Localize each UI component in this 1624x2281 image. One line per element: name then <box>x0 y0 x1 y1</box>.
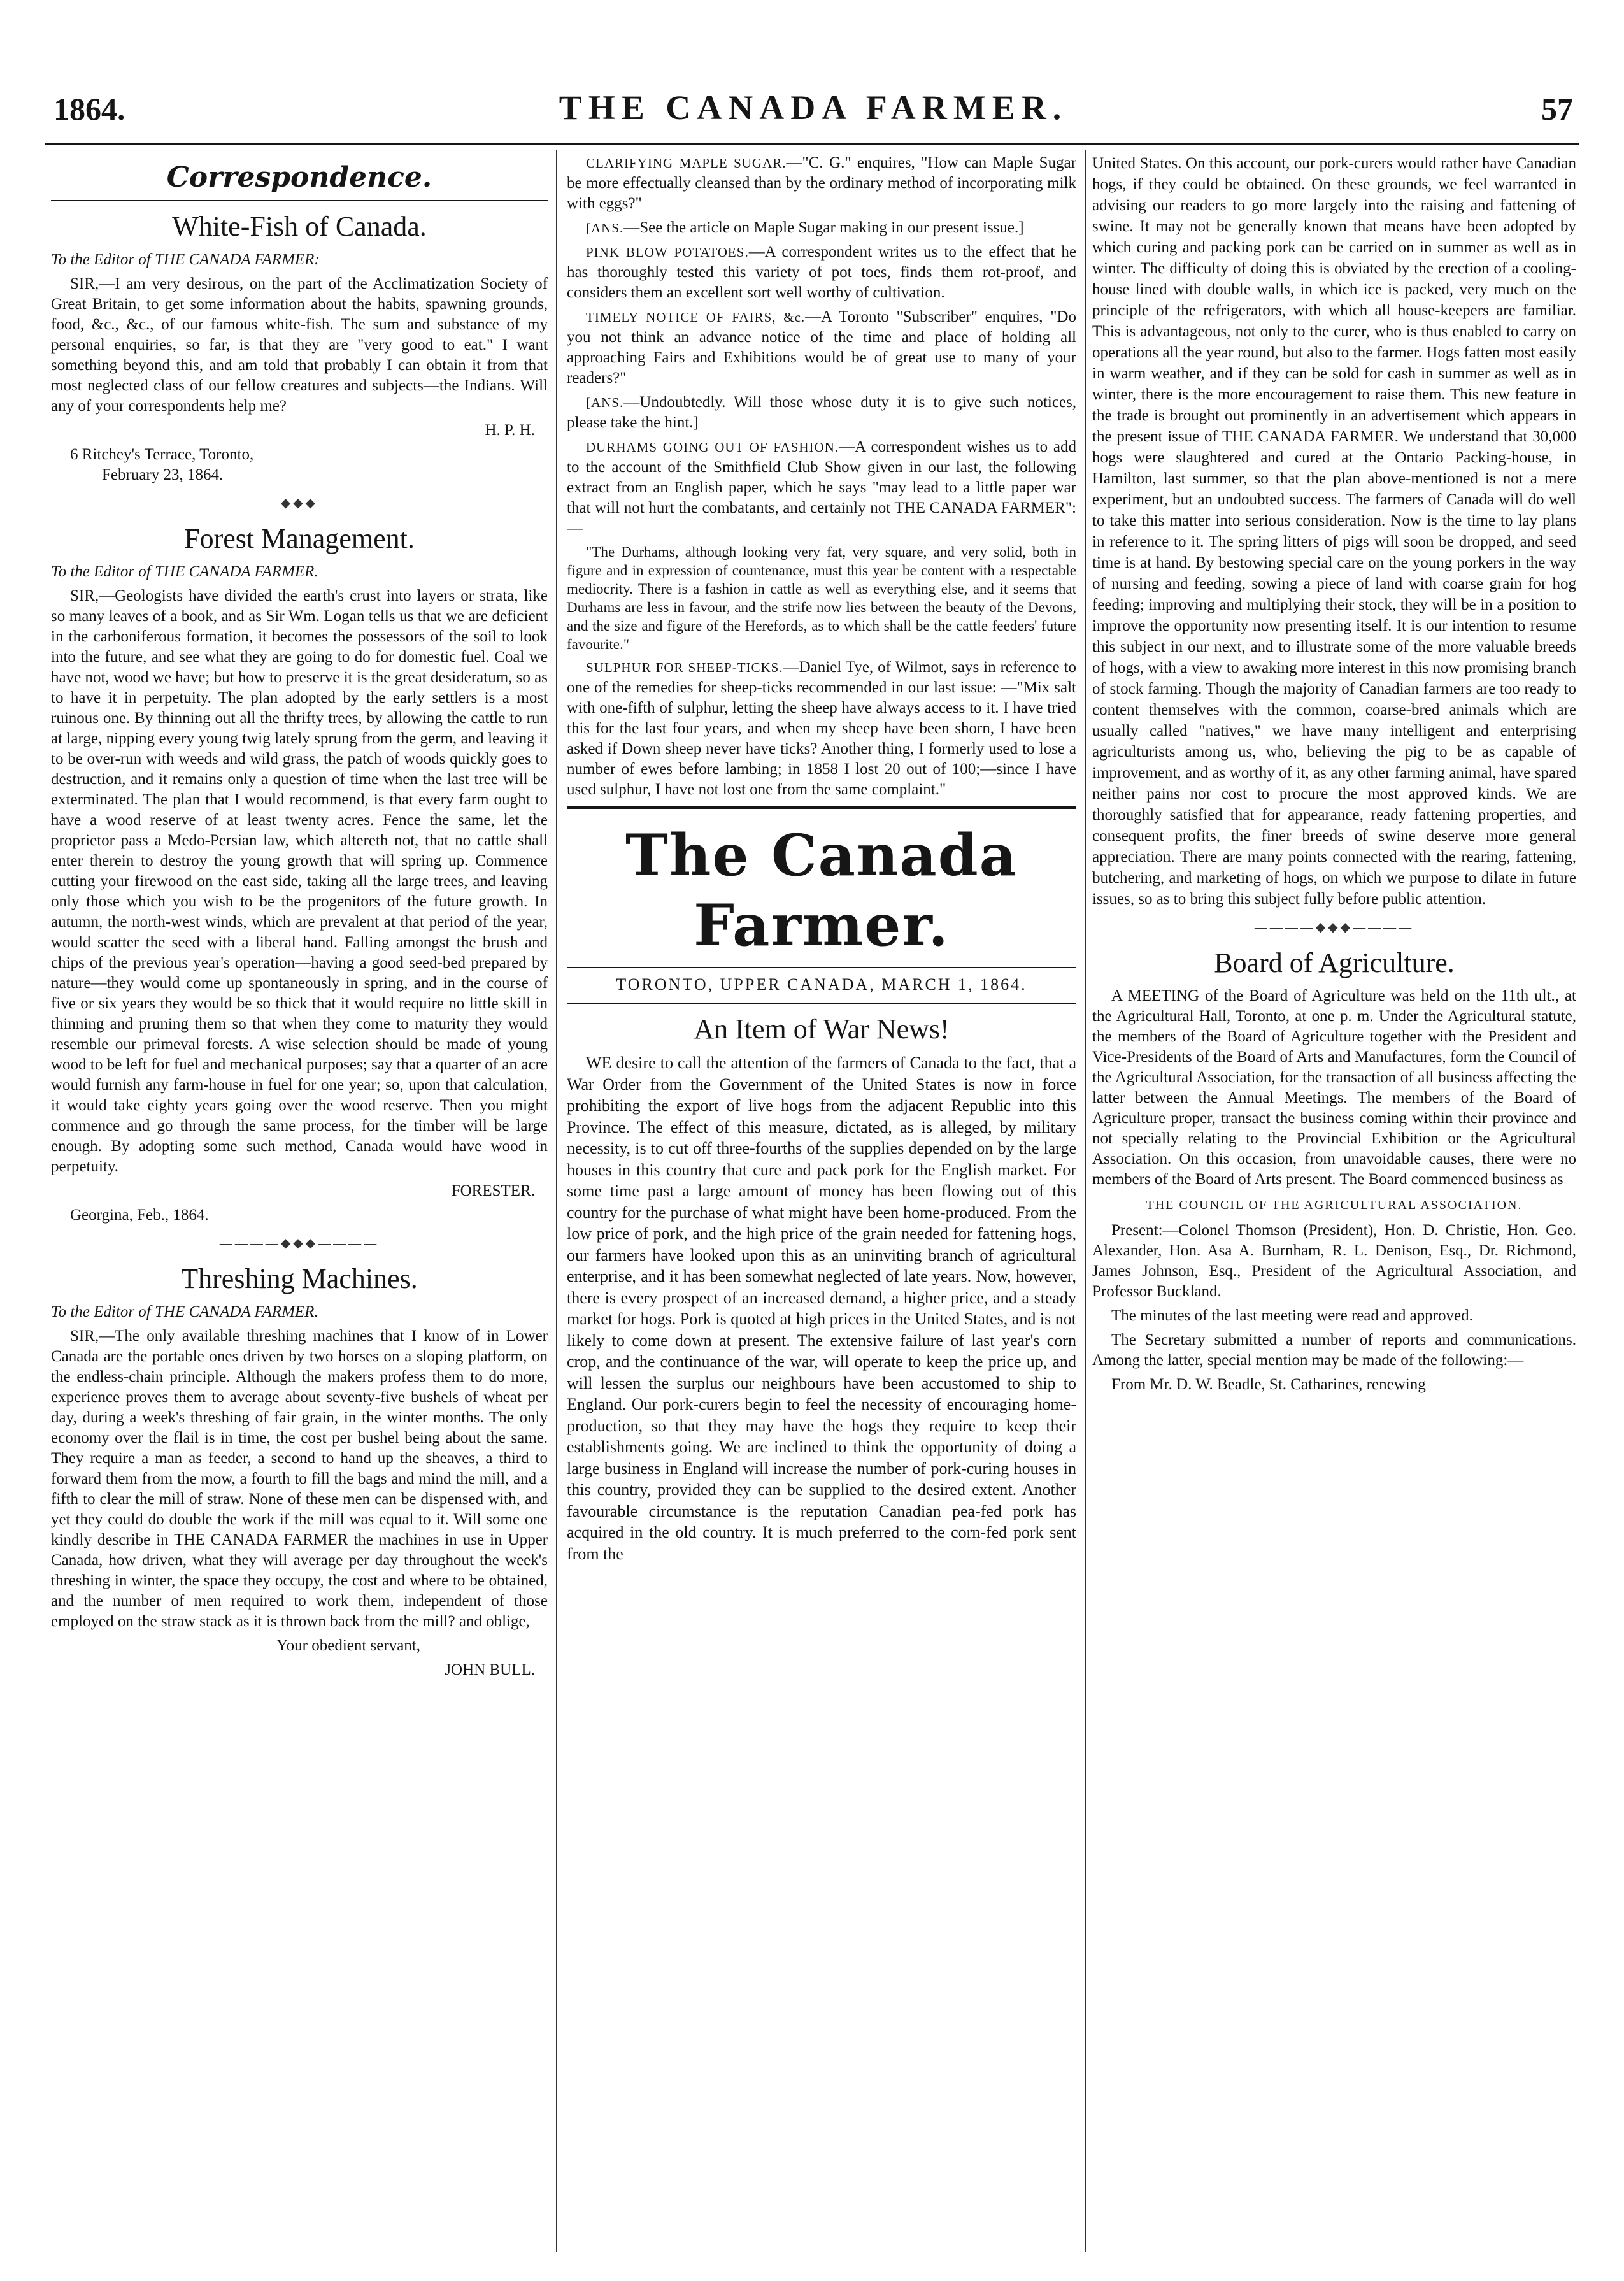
note-item <box>567 307 1076 389</box>
running-header <box>53 88 1573 139</box>
letter-body: SIR,—I am very desirous, on the part of the Acclimatization Society of Great Britain, to get some information about the habits, spawning grounds, food, &c., &c., of our famous white-fish. The sum and substance of my personal enquiries, so far, is that they are "very good to eat." I want something beyond this, and am told that probably I can obtain it from that most neglected class of our fellow creatures and subjects—the Indians. Will any of your correspondents help me? <box>51 275 548 415</box>
rule <box>51 200 548 201</box>
signature: H. P. H. <box>485 422 535 439</box>
note-lead: SULPHUR FOR SHEEP-TICKS. <box>586 660 783 675</box>
separator-ornament: ————◆◆◆———— <box>1254 920 1414 934</box>
address: 6 Ritchey's Terrace, Toronto, <box>70 446 254 463</box>
article-continuation: United States. On this account, our pork-curers would rather have Canadian hogs, if they could be obtained. On these grounds, we feel warranted in advising our readers to go more largely into the raising and fattening of swine. It may not be generally known that means have been adopted by which curing and packing pork can be carried on in summer as well as in winter. The difficulty of doing this is obviated by the erection of a cooling-house lined with double walls, in which ice is packed, very much on the principle of the refrigerators, with which all house-keepers are familiar. This is advantageous, not only to the curer, who is thus enabled to carry on operations all the year round, but also to the farmer. Hogs fatten most easily in warm weather, and if they can be sold for cash in summer as well as in winter, there is the more encouragement to raise them. This new feature in the trade is brought out prominently in an advertisement which appears in the present issue of THE CANADA FARMER. We understand that 30,000 hogs were slaughtered and cured at the Ontario Packing-house, in Hamilton, last summer, so that the plan above-mentioned is not a mere experiment, but an undoubted success. The farmers of Canada will do well to take this matter into serious consideration. Now is the time to lay plans in reference to it. The spring litters of pigs will soon be dropped, and seed time is at hand. By bestowing special care on the young porkers in the way of nursing and feeding, sowing a piece of land with coarse grain for hog feeding; improving and multiplying their stock, they will be in a position to improve the opportunity now presenting itself. It is our intention to resume this subject in our next, and to illustrate some of the more valuable breeds of hogs, with a view to awaking more interest in this now promising branch of stock farming. Though the majority of Canadian farmers are too ready to content themselves with the common, coarse-bred animals which are usually called "natives," we have many intelligent and enterprising agriculturists among us, who, believing the pig to be as capable of improvement, and as worthy of it, as any other farming animal, have spared neither pains nor cost to procure the most approved kinds. We are thoroughly satisfied that for appearance, ready fattening properties, and consequent profits, the finer breeds of swine deserve more general appreciation. There are many points connected with the rearing, fattening, butchering, and marketing of hogs, on which we purpose to dilate in future issues, so as to bring this subject fully before public attention. <box>1092 155 1576 908</box>
subheading: THE COUNCIL OF THE AGRICULTURAL ASSOCIATION. <box>1146 1198 1523 1212</box>
note-item <box>567 218 1076 238</box>
note-item <box>567 392 1076 433</box>
article-body: From Mr. D. W. Beadle, St. Catharines, renewing <box>1111 1376 1426 1393</box>
signature: FORESTER. <box>451 1182 535 1199</box>
header-title: THE CANADA FARMER. <box>559 89 1068 127</box>
column-3 <box>1092 153 1576 2256</box>
article-title: Forest Management. <box>184 523 415 554</box>
article-title: An Item of War News! <box>694 1013 950 1045</box>
separator-ornament: ————◆◆◆———— <box>219 1236 380 1250</box>
note-item <box>567 437 1076 539</box>
article-body: The minutes of the last meeting were read and approved. <box>1111 1307 1473 1324</box>
note-lead: TIMELY NOTICE OF FAIRS, &c. <box>586 310 806 325</box>
rule <box>567 806 1076 809</box>
salutation: To the Editor of THE CANADA FARMER: <box>51 251 320 268</box>
article-title: Board of Agriculture. <box>1214 947 1455 978</box>
page-number: 57 <box>1541 91 1573 127</box>
article-body: The Secretary submitted a number of reports and communications. Among the latter, special mention may be made of the following:— <box>1092 1331 1576 1369</box>
note-text: —"C. G." enquires, "How can Maple Sugar be more effectually cleansed than by the ordinary method of incorporating milk with eggs?" <box>567 154 1076 212</box>
column-2 <box>567 153 1076 2256</box>
article-body: Present:—Colonel Thomson (President), Hon. D. Christie, Hon. Geo. Alexander, Hon. Asa A. Burnham, R. L. Denison, Esq., Dr. Richmond, James Johnson, Esq., President of the Agricultural Association, and Professor Buckland. <box>1092 1222 1576 1300</box>
article-title: White-Fish of Canada. <box>172 211 427 242</box>
header-year: 1864. <box>53 91 125 127</box>
rule <box>567 1003 1076 1004</box>
letter-body: SIR,—Geologists have divided the earth's crust into layers or strata, like so many leaves of a book, and as Sir Wm. Logan tells us that we are deficient in the carboniferous formation, it becomes the possessors of the soil to look into the future, and see what they are going to do for domestic fuel. Coal we have not, wood we have; but how to preserve it is the great desideratum, so as to have it in perpetuity. The plan adopted by the early settlers is a most ruinous one. By thinning out all the thrifty trees, by allowing the cattle to run at large, nipping every young twig lately sprung from the germ, and leaving it to be over-run with weeds and wild grass, the patch of woods quickly goes to destruction, and it remains only a question of time when the last tree will be exterminated. The plan that I would recommend, is that every farm ought to have a wood reserve of at least twenty acres. Fence the same, let the proprietor pass a Medo-Persian law, which altereth not, that no cattle shall enter therein to destroy the young growth that will spring up. Commence cutting your firewood on the east side, taking all the large trees, and leaving only those which you wish to be the progenitors of the future growth. In autumn, the north-west winds, which are prevalent at that period of the year, would scatter the seed with a liberal hand. Falling amongst the brush and chips of the previous year's operation—having a good seed-bed prepared by nature—they would come up spontaneously in spring, and in the course of five or six years they would be so thick that it would require no little skill in thinning and pruning them so that when they come to maturity they would resemble our primeval forests. A wise selection should be made of young wood to be left for fuel and mechanical purposes; say that a quarter of an acre would furnish any farm-house in fuel for one year; so, upon that calculation, it would take eighty years going over the wood reserve. Then you might commence and go through the same process, for the timber will be large enough. By adopting some such method, Canada would have wood in perpetuity. <box>51 587 548 1175</box>
column-1 <box>51 153 548 2256</box>
letter-body: SIR,—The only available threshing machines that I know of in Lower Canada are the portable ones driven by two horses on a sloping platform, on the endless-chain principle. Although the makers profess them to do more, experience proves them to average about seventy-five bushels of wheat per day, during a week's threshing of fair grain, in the winter months. The only economy over the flail is in time, the cost per bushel being about the same. They require a man as feeder, a second to hand up the sheaves, a third to forward them from the mow, a fourth to fill the bags and mind the mill, and a fifth to clear the mill of straw. None of these men can be dispensed with, and yet they could do double the work if the mill was equal to it. Will some one kindly describe in THE CANADA FARMER the machines in use in Upper Canada, how driven, what they will average per day throughout the week's threshing in winter, the space they occupy, the cost and where to be obtained, and the number of men required to work them, independent of those employed on the straw stack as it is thrown back from the mill? and oblige, <box>51 1327 548 1630</box>
note-text: —A correspondent wishes us to add to the account of the Smithfield Club Show given in our last, the following extract from an English paper, which he says "may lead to a little paper war that will not hurt the combatants, and certainly not THE CANADA FARMER":— <box>567 438 1076 537</box>
place-date: Georgina, Feb., 1864. <box>70 1206 209 1224</box>
note-item <box>567 242 1076 303</box>
column-divider <box>1085 150 1086 2252</box>
article-body: A MEETING of the Board of Agriculture was held on the 11th ult., at the Agricultural Hall, Toronto, at one p. m. Under the Agricultural statute, the members of the Board of Agriculture together with the President and Vice-Presidents of the Board of Arts and Manufactures, form the Council of the Agricultural Association, for the transaction of all business affecting the latter between the Annual Meetings. The members of the Board of Agriculture proper, transact the business coming within their province and not specially relating to the Provincial Exhibition or the Agricultural Association. On this occasion, from unavoidable causes, there were no members of the Board of Arts present. The Board commenced business as <box>1092 987 1576 1188</box>
note-text: —A correspondent writes us to the effect that he has thoroughly tested this variety of pot toes, finds them rot-proof, and considers them an excellent sort well worthy of cultivation. <box>567 243 1076 301</box>
separator-ornament: ————◆◆◆———— <box>219 496 380 510</box>
notes-list <box>567 153 1076 800</box>
date: February 23, 1864. <box>102 466 224 483</box>
note-text: —Daniel Tye, of Wilmot, says in reference to one of the remedies for sheep-ticks recommended in our last issue: —"Mix salt with one-fifth of sulphur, letting the sheep have always access to it. I have tried this for the last four years, and when my sheep have been shorn, I have been asked if Down sheep never have ticks? Another thing, I formerly used to lose a number of ewes before lambing; in 1858 I lost 20 out of 100;—since I have used sulphur, I have not lost one from the same complaint." <box>567 659 1076 798</box>
note-item <box>567 153 1076 214</box>
header-rule <box>45 143 1579 145</box>
signature: JOHN BULL. <box>445 1661 535 1678</box>
note-item <box>567 657 1076 800</box>
note-quote <box>567 543 1076 654</box>
note-lead: DURHAMS GOING OUT OF FASHION. <box>586 440 839 455</box>
dateline: TORONTO, UPPER CANADA, MARCH 1, 1864. <box>616 975 1027 994</box>
note-text: —Undoubtedly. Will those whose duty it is to give such notices, please take the hint.] <box>567 394 1076 431</box>
article-body: WE desire to call the attention of the farmers of Canada to the fact, that a War Order from the Government of the United States is now in force prohibiting the export of live hogs from the adjacent Republic into this Province. The effect of this measure, dictated, as is alleged, by military necessity, is to cut off three-fourths of the supplies depended on by the large houses in this country that cure and pack pork for the English market. For some time past a large amount of money has been flowing out of this country for the purchase of what might have been home-produced. From the low price of pork, and the high price of the grain needed for fattening hogs, our farmers have looked upon this as an uninviting branch of agricultural enterprise, and it has been somewhat neglected of late years. Now, however, there is every prospect of an increased demand, a higher price, and a steady market for hogs. Pork is quoted at high prices in the United States, and is not likely to come down at present. The extensive failure of last year's corn crop, and the continuance of the war, will operate to keep the price up, and will lessen the surplus our neighbours have been accustomed to ship to England. Our pork-curers begin to feel the necessity of encouraging home-production, so that they may have the hogs they require to keep their establishments going. We are inclined to think the opportunity of doing a large business in England will increase the number of pork-curing houses in this country, provided they can be supplied to the desired extent. Another favourable circumstance is the reputation Canadian pea-fed pork has acquired in the old country. It is much preferred to the corn-fed pork sent from the <box>567 1054 1076 1563</box>
column-divider <box>556 150 557 2252</box>
salutation: To the Editor of THE CANADA FARMER. <box>51 1303 318 1320</box>
salutation: To the Editor of THE CANADA FARMER. <box>51 563 318 580</box>
note-lead: CLARIFYING MAPLE SUGAR. <box>586 155 787 171</box>
closing: Your obedient servant, <box>276 1637 420 1654</box>
note-lead: PINK BLOW POTATOES. <box>586 245 749 260</box>
section-title-correspondence: Correspondence. <box>166 161 432 194</box>
note-text: —A Toronto "Subscriber" enquires, "Do you not think an advance notice of the time and place of holding all approaching Fairs and Exhibitions would be of great use to many of your readers?" <box>567 308 1076 387</box>
note-lead: [ANS. <box>586 220 624 236</box>
article-title: Threshing Machines. <box>181 1263 418 1294</box>
note-text: "The Durhams, although looking very fat, very square, and very solid, both in figure and in expression of countenance, must this year be content with a respectable mediocrity. There is a fashion in cattle as well as everything else, and it seems that Durhams are less in favour, and the strife now lies between the beauty of the Devons, and the size and figure of the Herefords, as to which shall be the cattle feeders' future favourite." <box>567 544 1076 652</box>
rule <box>567 967 1076 968</box>
note-text: —See the article on Maple Sugar making in our present issue.] <box>623 219 1024 236</box>
newspaper-masthead: The Canada Farmer. <box>625 822 1018 959</box>
note-lead: [ANS. <box>586 395 624 410</box>
